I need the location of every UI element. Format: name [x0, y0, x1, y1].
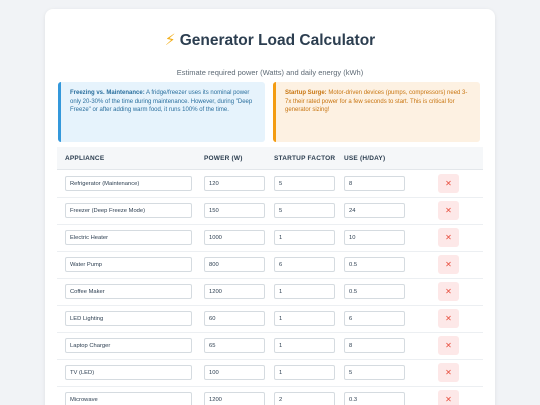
close-icon: ✕: [445, 314, 452, 323]
startup-factor-input[interactable]: 1: [274, 365, 335, 380]
startup-factor-input[interactable]: 2: [274, 392, 335, 405]
use-hours-input[interactable]: 8: [344, 338, 405, 353]
close-icon: ✕: [445, 287, 452, 296]
power-input[interactable]: 65: [204, 338, 265, 353]
column-header-startup-factor: STARTUP FACTOR: [274, 155, 336, 162]
close-icon: ✕: [445, 341, 452, 350]
table-row: [57, 252, 483, 279]
delete-row-button[interactable]: [438, 390, 459, 405]
page-subtitle: Estimate required power (Watts) and daily energy (kWh): [176, 68, 364, 77]
delete-row-button[interactable]: [438, 336, 459, 355]
close-icon: ✕: [445, 260, 452, 269]
delete-row-button[interactable]: [438, 363, 459, 382]
startup-factor-input[interactable]: 1: [274, 284, 335, 299]
freezing-note-text: A fridge/freezer uses its nominal power only 20-30% of the time during maintenance. However, during "Deep Freeze" or after adding warm food, it runs 100% of the time.: [70, 90, 253, 114]
power-input[interactable]: 100: [204, 365, 265, 380]
startup-factor-input[interactable]: 1: [274, 311, 335, 326]
startup-info-note: [273, 82, 480, 142]
freezing-note-heading: Freezing vs. Maintenance:: [70, 90, 145, 96]
appliance-name-input[interactable]: Freezer (Deep Freeze Mode): [65, 203, 192, 218]
appliance-name-input[interactable]: Laptop Charger: [65, 338, 192, 353]
table-row: [57, 306, 483, 333]
appliance-name-input[interactable]: LED Lighting: [65, 311, 192, 326]
appliance-name-input[interactable]: Refrigerator (Maintenance): [65, 176, 192, 191]
calculator-card: [45, 9, 495, 405]
power-input[interactable]: 150: [204, 203, 265, 218]
power-input[interactable]: 800: [204, 257, 265, 272]
startup-factor-input[interactable]: 1: [274, 338, 335, 353]
page-title: [45, 31, 495, 50]
table-row: [57, 279, 483, 306]
table-row: [57, 225, 483, 252]
power-input[interactable]: 120: [204, 176, 265, 191]
table-row: [57, 171, 483, 198]
table-row: [57, 333, 483, 360]
power-input[interactable]: 1000: [204, 230, 265, 245]
delete-row-button[interactable]: [438, 255, 459, 274]
use-hours-input[interactable]: 0.3: [344, 392, 405, 405]
close-icon: ✕: [445, 206, 452, 215]
startup-factor-input[interactable]: 6: [274, 257, 335, 272]
power-input[interactable]: 60: [204, 311, 265, 326]
lightning-bolt-icon: ⚡: [164, 32, 176, 49]
appliance-name-input[interactable]: Microwave: [65, 392, 192, 405]
table-header: [57, 147, 483, 170]
delete-row-button[interactable]: [438, 228, 459, 247]
startup-factor-input[interactable]: 5: [274, 176, 335, 191]
freezing-info-note: [58, 82, 265, 142]
delete-row-button[interactable]: [438, 201, 459, 220]
appliance-name-input[interactable]: Water Pump: [65, 257, 192, 272]
appliance-name-input[interactable]: Electric Heater: [65, 230, 192, 245]
table-row: [57, 387, 483, 405]
startup-factor-input[interactable]: 1: [274, 230, 335, 245]
use-hours-input[interactable]: 24: [344, 203, 405, 218]
delete-row-button[interactable]: [438, 282, 459, 301]
delete-row-button[interactable]: [438, 174, 459, 193]
page-title-text: Generator Load Calculator: [179, 32, 376, 49]
close-icon: ✕: [445, 395, 452, 404]
column-header-use: USE (H/DAY): [344, 155, 386, 162]
appliance-name-input[interactable]: TV (LED): [65, 365, 192, 380]
close-icon: ✕: [445, 233, 452, 242]
use-hours-input[interactable]: 10: [344, 230, 405, 245]
use-hours-input[interactable]: 8: [344, 176, 405, 191]
use-hours-input[interactable]: 6: [344, 311, 405, 326]
close-icon: ✕: [445, 179, 452, 188]
power-input[interactable]: 1200: [204, 392, 265, 405]
startup-note-text: Motor-driven devices (pumps, compressors) need 3-7x their rated power for a few seconds to start. This is critical for generator sizing!: [285, 90, 468, 114]
column-header-power: POWER (W): [204, 155, 243, 162]
close-icon: ✕: [445, 368, 452, 377]
use-hours-input[interactable]: 5: [344, 365, 405, 380]
delete-row-button[interactable]: [438, 309, 459, 328]
table-row: [57, 198, 483, 225]
power-input[interactable]: 1200: [204, 284, 265, 299]
table-row: [57, 360, 483, 387]
appliance-name-input[interactable]: Coffee Maker: [65, 284, 192, 299]
startup-factor-input[interactable]: 5: [274, 203, 335, 218]
use-hours-input[interactable]: 0.5: [344, 257, 405, 272]
use-hours-input[interactable]: 0.5: [344, 284, 405, 299]
column-header-appliance: APPLIANCE: [65, 155, 105, 162]
startup-note-heading: Startup Surge:: [285, 90, 327, 96]
